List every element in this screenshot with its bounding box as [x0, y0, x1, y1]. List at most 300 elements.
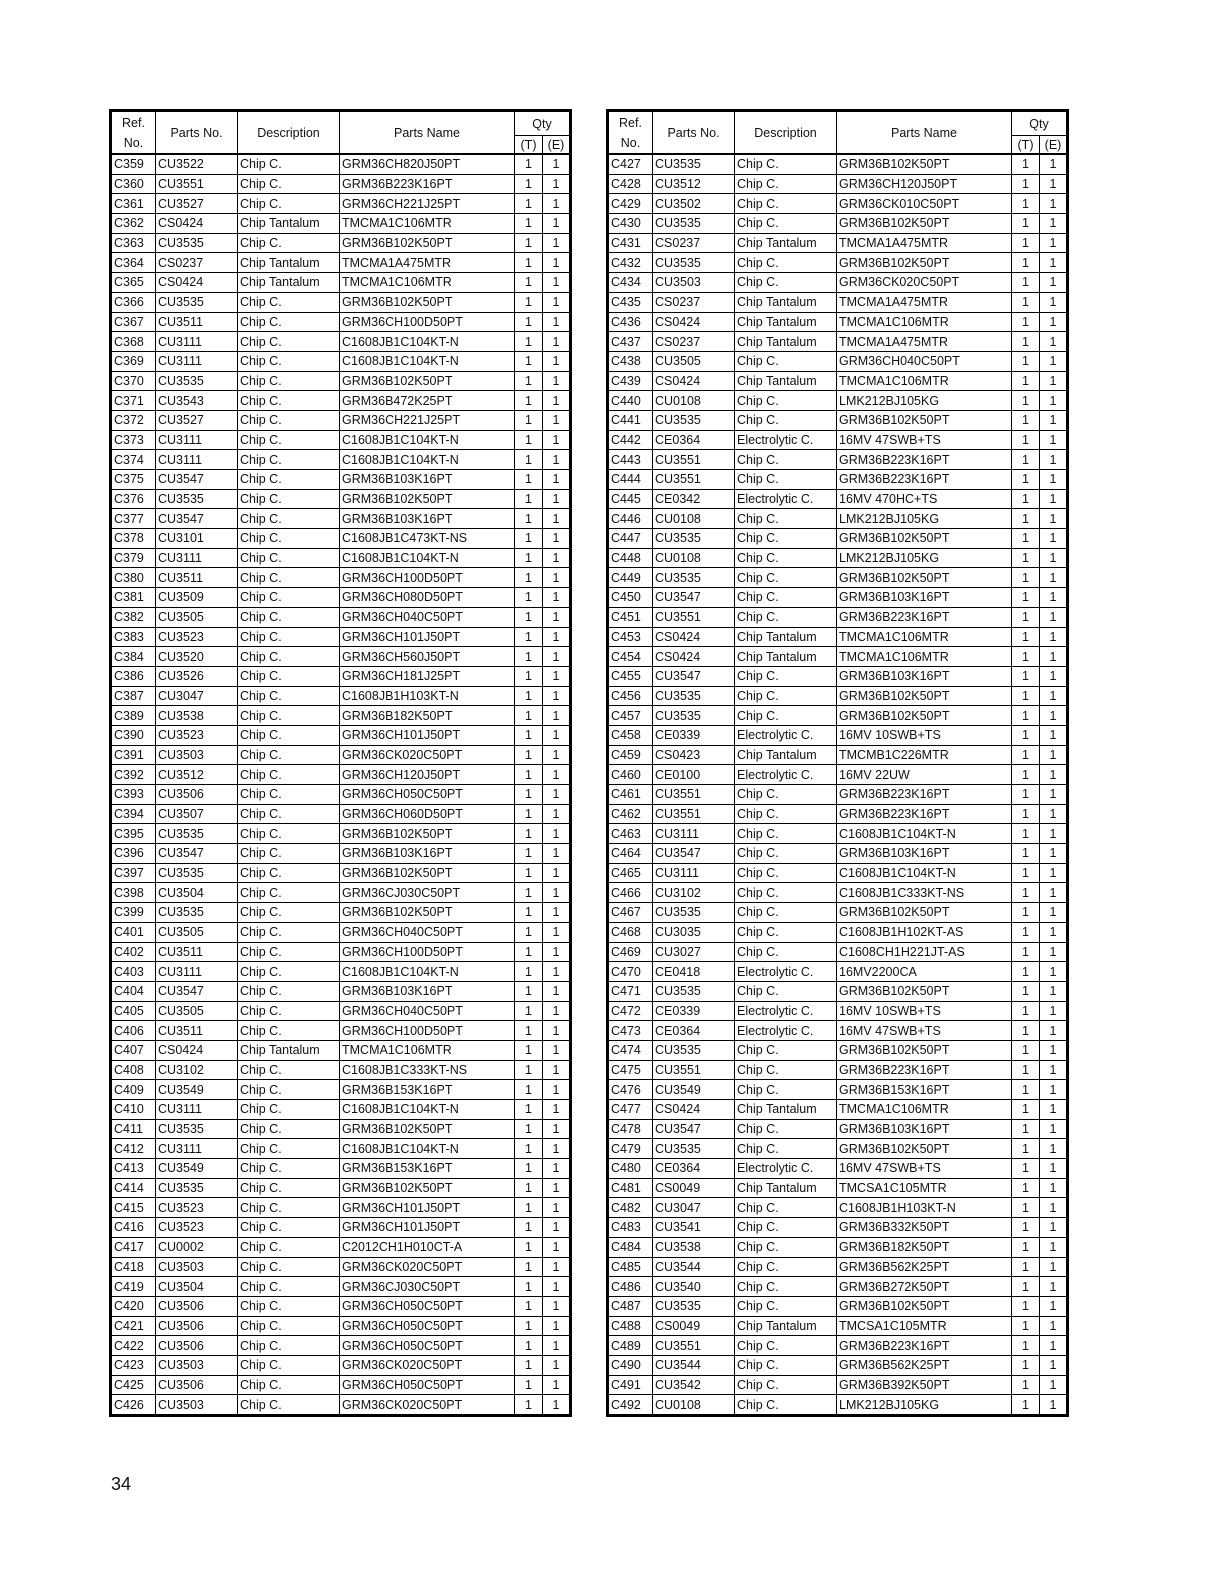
ref-no-cell: C491	[608, 1375, 653, 1395]
qty-e-cell: 1	[543, 765, 571, 785]
table-row	[608, 410, 1068, 430]
description-cell: Chip C.	[238, 450, 340, 470]
description-cell: Chip C.	[735, 410, 837, 430]
parts-no-cell: CU3543	[156, 391, 238, 411]
qty-t-cell: 1	[515, 1119, 543, 1139]
qty-t-cell: 1	[515, 1100, 543, 1120]
header-description: Description	[238, 111, 340, 155]
qty-t-cell: 1	[1012, 371, 1040, 391]
qty-e-cell: 1	[543, 1198, 571, 1218]
qty-e-cell: 1	[543, 588, 571, 608]
qty-t-cell: 1	[515, 1257, 543, 1277]
parts-no-cell: CS0424	[653, 312, 735, 332]
parts-no-cell: CU3547	[156, 509, 238, 529]
description-cell: Chip Tantalum	[735, 371, 837, 391]
table-row	[111, 568, 571, 588]
qty-t-cell: 1	[1012, 588, 1040, 608]
parts-no-cell: CU3512	[156, 765, 238, 785]
table-row	[111, 1119, 571, 1139]
parts-no-cell: CU3509	[156, 588, 238, 608]
description-cell: Chip C.	[238, 903, 340, 923]
parts-name-cell: GRM36B102K50PT	[837, 253, 1012, 273]
ref-no-cell: C479	[608, 1139, 653, 1159]
ref-no-cell: C476	[608, 1080, 653, 1100]
table-row	[111, 529, 571, 549]
qty-t-cell: 1	[1012, 686, 1040, 706]
description-cell: Chip C.	[735, 154, 837, 174]
ref-no-cell: C426	[111, 1395, 156, 1416]
qty-e-cell: 1	[543, 1375, 571, 1395]
description-cell: Chip C.	[735, 922, 837, 942]
parts-name-cell: GRM36B102K50PT	[340, 903, 515, 923]
qty-e-cell: 1	[1040, 292, 1068, 312]
description-cell: Chip C.	[238, 844, 340, 864]
table-row	[111, 1198, 571, 1218]
parts-name-cell: GRM36B103K16PT	[340, 509, 515, 529]
qty-t-cell: 1	[1012, 1021, 1040, 1041]
parts-no-cell: CU3503	[653, 273, 735, 293]
ref-no-cell: C457	[608, 706, 653, 726]
table-row	[608, 312, 1068, 332]
table-row	[608, 706, 1068, 726]
qty-e-cell: 1	[1040, 312, 1068, 332]
qty-e-cell: 1	[543, 1316, 571, 1336]
ref-no-cell: C405	[111, 1001, 156, 1021]
qty-e-cell: 1	[1040, 1100, 1068, 1120]
parts-no-cell: CU3111	[156, 548, 238, 568]
parts-no-cell: CU3542	[653, 1375, 735, 1395]
qty-e-cell: 1	[543, 706, 571, 726]
ref-no-cell: C387	[111, 686, 156, 706]
ref-no-cell: C488	[608, 1316, 653, 1336]
table-row	[111, 607, 571, 627]
parts-no-cell: CU3535	[156, 1178, 238, 1198]
table-row	[111, 1021, 571, 1041]
parts-no-cell: CU3111	[156, 450, 238, 470]
qty-t-cell: 1	[515, 214, 543, 234]
table-row	[111, 489, 571, 509]
qty-e-cell: 1	[1040, 253, 1068, 273]
parts-no-cell: CU3101	[156, 529, 238, 549]
qty-e-cell: 1	[1040, 686, 1068, 706]
qty-e-cell: 1	[543, 548, 571, 568]
table-row	[608, 1139, 1068, 1159]
parts-name-cell: LMK212BJ105KG	[837, 391, 1012, 411]
description-cell: Chip C.	[238, 647, 340, 667]
qty-e-cell: 1	[543, 1060, 571, 1080]
qty-t-cell: 1	[1012, 1100, 1040, 1120]
parts-name-cell: GRM36B153K16PT	[837, 1080, 1012, 1100]
parts-no-cell: CU3507	[156, 804, 238, 824]
ref-no-cell: C469	[608, 942, 653, 962]
qty-t-cell: 1	[1012, 470, 1040, 490]
parts-no-cell: CE0339	[653, 1001, 735, 1021]
parts-name-cell: C2012CH1H010CT-A	[340, 1237, 515, 1257]
parts-name-cell: 16MV 47SWB+TS	[837, 430, 1012, 450]
qty-e-cell: 1	[1040, 1119, 1068, 1139]
parts-name-cell: GRM36CH100D50PT	[340, 942, 515, 962]
parts-name-cell: GRM36B223K16PT	[837, 1060, 1012, 1080]
qty-e-cell: 1	[543, 174, 571, 194]
parts-no-cell: CE0364	[653, 1159, 735, 1179]
parts-no-cell: CU3523	[156, 1218, 238, 1238]
parts-name-cell: GRM36B223K16PT	[837, 607, 1012, 627]
table-row	[608, 194, 1068, 214]
table-row	[111, 174, 571, 194]
qty-e-cell: 1	[543, 922, 571, 942]
table-row	[608, 1060, 1068, 1080]
description-cell: Chip C.	[735, 883, 837, 903]
table-row	[608, 1080, 1068, 1100]
qty-t-cell: 1	[1012, 154, 1040, 174]
table-row	[111, 312, 571, 332]
description-cell: Chip Tantalum	[735, 647, 837, 667]
description-cell: Chip C.	[735, 174, 837, 194]
parts-name-cell: GRM36B562K25PT	[837, 1355, 1012, 1375]
description-cell: Chip C.	[735, 666, 837, 686]
qty-t-cell: 1	[515, 647, 543, 667]
parts-no-cell: CU0108	[653, 509, 735, 529]
table-row	[111, 666, 571, 686]
parts-no-cell: CU3535	[653, 1296, 735, 1316]
qty-t-cell: 1	[1012, 1375, 1040, 1395]
description-cell: Chip C.	[735, 273, 837, 293]
qty-e-cell: 1	[543, 1139, 571, 1159]
parts-name-cell: GRM36B102K50PT	[837, 686, 1012, 706]
ref-no-cell: C359	[111, 154, 156, 174]
ref-no-cell: C435	[608, 292, 653, 312]
qty-e-cell: 1	[1040, 922, 1068, 942]
qty-t-cell: 1	[1012, 273, 1040, 293]
table-row	[111, 154, 571, 174]
qty-t-cell: 1	[1012, 509, 1040, 529]
parts-name-cell: GRM36B102K50PT	[340, 489, 515, 509]
ref-no-cell: C473	[608, 1021, 653, 1041]
ref-no-cell: C368	[111, 332, 156, 352]
ref-no-cell: C371	[111, 391, 156, 411]
table-row	[111, 391, 571, 411]
table-row	[608, 174, 1068, 194]
qty-t-cell: 1	[515, 233, 543, 253]
table-row	[111, 804, 571, 824]
parts-no-cell: CU3547	[156, 981, 238, 1001]
parts-no-cell: CU3535	[653, 1139, 735, 1159]
parts-no-cell: CU3111	[156, 1100, 238, 1120]
parts-name-cell: GRM36B223K16PT	[837, 1336, 1012, 1356]
ref-no-cell: C396	[111, 844, 156, 864]
ref-no-cell: C408	[111, 1060, 156, 1080]
description-cell: Chip C.	[238, 725, 340, 745]
parts-no-cell: CU3527	[156, 410, 238, 430]
parts-no-cell: CU3505	[653, 351, 735, 371]
parts-no-cell: CU3535	[653, 253, 735, 273]
parts-name-cell: GRM36CK020C50PT	[340, 745, 515, 765]
ref-no-cell: C459	[608, 745, 653, 765]
parts-name-cell: TMCMB1C226MTR	[837, 745, 1012, 765]
qty-t-cell: 1	[1012, 194, 1040, 214]
table-row	[608, 1218, 1068, 1238]
parts-no-cell: CS0424	[653, 647, 735, 667]
ref-no-cell: C467	[608, 903, 653, 923]
description-cell: Chip C.	[735, 942, 837, 962]
qty-e-cell: 1	[1040, 1355, 1068, 1375]
parts-no-cell: CU3535	[653, 981, 735, 1001]
parts-no-cell: CU3551	[653, 450, 735, 470]
ref-no-cell: C468	[608, 922, 653, 942]
table-row	[608, 765, 1068, 785]
table-row	[608, 942, 1068, 962]
ref-no-cell: C487	[608, 1296, 653, 1316]
ref-no-cell: C430	[608, 214, 653, 234]
parts-no-cell: CU3544	[653, 1257, 735, 1277]
description-cell: Chip C.	[238, 962, 340, 982]
qty-e-cell: 1	[543, 942, 571, 962]
description-cell: Chip Tantalum	[238, 273, 340, 293]
ref-no-cell: C490	[608, 1355, 653, 1375]
qty-e-cell: 1	[1040, 942, 1068, 962]
description-cell: Chip C.	[735, 686, 837, 706]
parts-no-cell: CU3511	[156, 1021, 238, 1041]
description-cell: Chip C.	[238, 588, 340, 608]
qty-e-cell: 1	[543, 1040, 571, 1060]
parts-no-cell: CE0364	[653, 1021, 735, 1041]
parts-no-cell: CU3111	[156, 430, 238, 450]
qty-e-cell: 1	[543, 194, 571, 214]
parts-name-cell: GRM36B102K50PT	[837, 1139, 1012, 1159]
table-row	[608, 1296, 1068, 1316]
qty-e-cell: 1	[1040, 1375, 1068, 1395]
table-row	[111, 922, 571, 942]
qty-e-cell: 1	[1040, 981, 1068, 1001]
table-row	[111, 332, 571, 352]
qty-t-cell: 1	[1012, 666, 1040, 686]
qty-e-cell: 1	[543, 804, 571, 824]
description-cell: Chip C.	[238, 312, 340, 332]
parts-no-cell: CU3506	[156, 785, 238, 805]
ref-no-cell: C470	[608, 962, 653, 982]
table-row	[111, 548, 571, 568]
parts-name-cell: TMCMA1C106MTR	[837, 312, 1012, 332]
qty-t-cell: 1	[515, 922, 543, 942]
parts-no-cell: CU3541	[653, 1218, 735, 1238]
qty-t-cell: 1	[515, 1040, 543, 1060]
qty-t-cell: 1	[1012, 706, 1040, 726]
table-row	[111, 1139, 571, 1159]
ref-no-cell: C390	[111, 725, 156, 745]
parts-no-cell: CU3549	[156, 1080, 238, 1100]
qty-t-cell: 1	[1012, 725, 1040, 745]
qty-t-cell: 1	[515, 312, 543, 332]
qty-t-cell: 1	[515, 1001, 543, 1021]
parts-name-cell: GRM36B102K50PT	[837, 154, 1012, 174]
parts-no-cell: CU3111	[156, 332, 238, 352]
parts-no-cell: CU3535	[156, 233, 238, 253]
description-cell: Chip C.	[238, 804, 340, 824]
qty-e-cell: 1	[543, 292, 571, 312]
parts-name-cell: GRM36B392K50PT	[837, 1375, 1012, 1395]
parts-name-cell: GRM36CK010C50PT	[837, 194, 1012, 214]
qty-t-cell: 1	[515, 745, 543, 765]
qty-e-cell: 1	[1040, 470, 1068, 490]
description-cell: Chip C.	[238, 529, 340, 549]
ref-no-cell: C397	[111, 863, 156, 883]
table-row	[608, 588, 1068, 608]
parts-no-cell: CU3511	[156, 942, 238, 962]
parts-no-cell: CU3506	[156, 1336, 238, 1356]
parts-no-cell: CU3538	[653, 1237, 735, 1257]
header-description: Description	[735, 111, 837, 155]
ref-no-cell: C460	[608, 765, 653, 785]
description-cell: Chip C.	[735, 1336, 837, 1356]
parts-name-cell: TMCMA1C106MTR	[340, 1040, 515, 1060]
parts-no-cell: CU3027	[653, 942, 735, 962]
description-cell: Chip C.	[238, 883, 340, 903]
description-cell: Chip C.	[735, 863, 837, 883]
qty-t-cell: 1	[515, 174, 543, 194]
qty-t-cell: 1	[515, 529, 543, 549]
parts-name-cell: TMCSA1C105MTR	[837, 1178, 1012, 1198]
parts-name-cell: 16MV 470HC+TS	[837, 489, 1012, 509]
qty-t-cell: 1	[515, 1395, 543, 1416]
qty-t-cell: 1	[1012, 391, 1040, 411]
ref-no-cell: C399	[111, 903, 156, 923]
parts-no-cell: CU3111	[156, 1139, 238, 1159]
parts-name-cell: C1608JB1C104KT-N	[837, 863, 1012, 883]
parts-no-cell: CU3535	[653, 1040, 735, 1060]
parts-no-cell: CU3523	[156, 627, 238, 647]
description-cell: Chip Tantalum	[735, 1100, 837, 1120]
qty-e-cell: 1	[543, 214, 571, 234]
qty-e-cell: 1	[1040, 1395, 1068, 1416]
description-cell: Chip Tantalum	[735, 1178, 837, 1198]
ref-no-cell: C379	[111, 548, 156, 568]
qty-e-cell: 1	[1040, 903, 1068, 923]
qty-t-cell: 1	[1012, 174, 1040, 194]
parts-name-cell: GRM36CH120J50PT	[837, 174, 1012, 194]
table-row	[608, 863, 1068, 883]
ref-no-cell: C394	[111, 804, 156, 824]
parts-name-cell: C1608JB1C104KT-N	[340, 1100, 515, 1120]
ref-no-cell: C416	[111, 1218, 156, 1238]
description-cell: Chip C.	[238, 1336, 340, 1356]
table-row	[608, 1237, 1068, 1257]
qty-t-cell: 1	[515, 725, 543, 745]
parts-no-cell: CU3503	[156, 1257, 238, 1277]
table-row	[608, 607, 1068, 627]
qty-e-cell: 1	[1040, 1021, 1068, 1041]
parts-name-cell: 16MV2200CA	[837, 962, 1012, 982]
description-cell: Chip C.	[238, 371, 340, 391]
qty-t-cell: 1	[515, 903, 543, 923]
description-cell: Chip C.	[735, 391, 837, 411]
qty-e-cell: 1	[1040, 588, 1068, 608]
ref-no-cell: C381	[111, 588, 156, 608]
description-cell: Electrolytic C.	[735, 489, 837, 509]
table-row	[111, 509, 571, 529]
qty-e-cell: 1	[1040, 804, 1068, 824]
table-row	[608, 351, 1068, 371]
parts-name-cell: GRM36B102K50PT	[837, 903, 1012, 923]
qty-t-cell: 1	[1012, 410, 1040, 430]
parts-name-cell: GRM36CK020C50PT	[340, 1257, 515, 1277]
table-row	[608, 1257, 1068, 1277]
qty-e-cell: 1	[543, 844, 571, 864]
description-cell: Chip C.	[238, 1139, 340, 1159]
description-cell: Chip C.	[238, 1198, 340, 1218]
qty-e-cell: 1	[543, 470, 571, 490]
qty-e-cell: 1	[1040, 627, 1068, 647]
parts-name-cell: GRM36B102K50PT	[837, 410, 1012, 430]
parts-no-cell: CU3512	[653, 174, 735, 194]
ref-no-cell: C364	[111, 253, 156, 273]
qty-e-cell: 1	[1040, 154, 1068, 174]
description-cell: Chip C.	[735, 1355, 837, 1375]
table-row	[608, 922, 1068, 942]
qty-e-cell: 1	[1040, 647, 1068, 667]
table-row	[111, 1218, 571, 1238]
description-cell: Chip C.	[735, 1040, 837, 1060]
ref-no-cell: C393	[111, 785, 156, 805]
table-row	[111, 273, 571, 293]
qty-e-cell: 1	[1040, 351, 1068, 371]
qty-t-cell: 1	[1012, 647, 1040, 667]
parts-name-cell: GRM36B103K16PT	[837, 588, 1012, 608]
parts-name-cell: GRM36B223K16PT	[837, 785, 1012, 805]
description-cell: Chip Tantalum	[735, 292, 837, 312]
qty-t-cell: 1	[515, 883, 543, 903]
table-row	[111, 1060, 571, 1080]
parts-name-cell: GRM36B102K50PT	[837, 568, 1012, 588]
table-row	[111, 725, 571, 745]
ref-no-cell: C372	[111, 410, 156, 430]
description-cell: Chip C.	[238, 1296, 340, 1316]
header-qty: Qty	[515, 111, 571, 136]
table-row	[608, 666, 1068, 686]
qty-e-cell: 1	[1040, 1139, 1068, 1159]
description-cell: Chip C.	[238, 351, 340, 371]
qty-e-cell: 1	[543, 1257, 571, 1277]
table-row	[608, 273, 1068, 293]
table-row	[111, 962, 571, 982]
description-cell: Chip C.	[238, 1257, 340, 1277]
ref-no-cell: C483	[608, 1218, 653, 1238]
description-cell: Chip C.	[238, 1355, 340, 1375]
qty-t-cell: 1	[515, 1060, 543, 1080]
qty-t-cell: 1	[1012, 1237, 1040, 1257]
description-cell: Chip C.	[238, 1159, 340, 1179]
table-row	[111, 1277, 571, 1297]
qty-e-cell: 1	[543, 1355, 571, 1375]
qty-e-cell: 1	[543, 1080, 571, 1100]
description-cell: Chip Tantalum	[735, 1316, 837, 1336]
parts-no-cell: CU3535	[156, 371, 238, 391]
parts-no-cell: CU0108	[653, 548, 735, 568]
parts-no-cell: CU3535	[653, 568, 735, 588]
table-row	[608, 627, 1068, 647]
parts-no-cell: CE0100	[653, 765, 735, 785]
qty-t-cell: 1	[515, 1178, 543, 1198]
ref-no-cell: C449	[608, 568, 653, 588]
header-ref-no: Ref. No.	[608, 111, 653, 155]
parts-name-cell: GRM36CH101J50PT	[340, 1218, 515, 1238]
qty-t-cell: 1	[515, 371, 543, 391]
ref-no-cell: C365	[111, 273, 156, 293]
parts-name-cell: 16MV 47SWB+TS	[837, 1021, 1012, 1041]
description-cell: Chip C.	[735, 548, 837, 568]
ref-no-cell: C445	[608, 489, 653, 509]
qty-e-cell: 1	[543, 391, 571, 411]
parts-no-cell: CU3535	[653, 154, 735, 174]
